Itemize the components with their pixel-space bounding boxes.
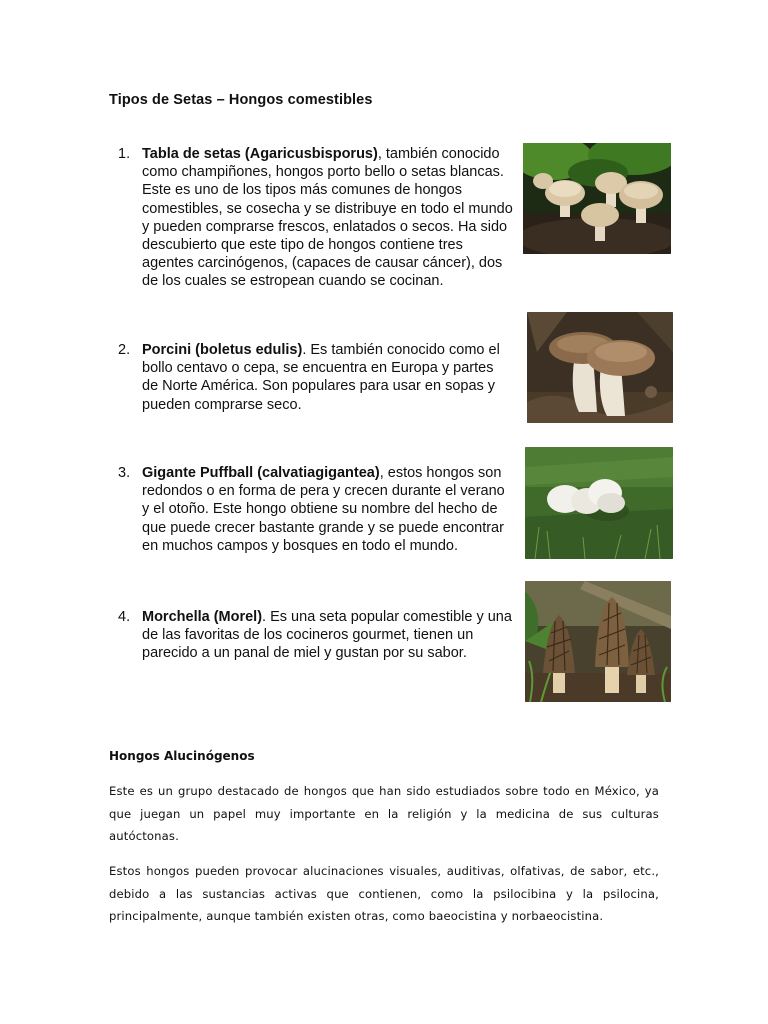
item-number: 2. (118, 342, 131, 358)
puffball-mushroom-photo (525, 447, 673, 559)
list-item-porcini (118, 341, 513, 414)
agaricus-mushroom-photo (523, 143, 671, 254)
list-item-puffball (118, 464, 513, 555)
item-text: estos hongos son redondos o en forma de pera y crecen durante el verano y el otoño. Este hongo obtiene su nombre del hecho de que puede crecer bastante grande y se puede encontrar en muchos campos y bosques en todo el mundo. (142, 465, 505, 554)
paragraph-1: Este es un grupo destacado de hongos que han sido estudiados sobre todo en México, ya que juegan un papel muy importante en la religión y la medicina de sus culturas autóctonas. (109, 784, 659, 843)
item-number: 3. (118, 465, 131, 481)
page-title: Tipos de Setas – Hongos comestibles (109, 92, 373, 108)
item-name: Morchella (Morel) (142, 609, 263, 625)
porcini-mushroom-photo (527, 312, 673, 423)
list-item-morel (118, 608, 513, 663)
item-number: 4. (118, 609, 131, 625)
paragraph-2: Estos hongos pueden provocar alucinaciones visuales, auditivas, olfativas, de sabor, etc., debido a las sustancias activas que contienen, como la psilocibina y la psilocina, principalmente, aunque también existen otras, como baeocistina y norbaeocistina. (109, 864, 659, 923)
item-separator: . (302, 342, 311, 358)
item-separator: , (379, 465, 388, 481)
morel-mushroom-photo (525, 581, 671, 702)
item-name: Porcini (boletus edulis) (142, 342, 303, 358)
item-name: Tabla de setas (Agaricusbisporus) (142, 146, 378, 162)
item-name: Gigante Puffball (calvatiagigantea) (142, 465, 380, 481)
item-text: Es una seta popular comestible y una de las favoritas de los cocineros gourmet, tienen un parecido a un panal de miel y gustan por su sabor. (142, 609, 512, 662)
item-separator: , (377, 146, 386, 162)
section-title: Hongos Alucinógenos (109, 749, 255, 763)
item-separator: . (262, 609, 271, 625)
item-text: Es también conocido como el bollo centavo o cepa, se encuentra en Europa y partes de Norte América. Son populares para usar en sopas y pueden comprarse seco. (142, 342, 500, 413)
item-number: 1. (118, 146, 131, 162)
list-item-agaricus (118, 145, 513, 291)
item-text: también conocido como champiñones, hongos porto bello o setas blancas. Este es uno de los tipos más comunes de hongos comestibles, se cosecha y se distribuye en todo el mundo y pueden comprarse frescos, enlatados o secos. Ha sido descubierto que este tipo de hongos contiene tres agentes carcinógenos, (capaces de causar cáncer), dos de los cuales se estropean cuando se cocinan. (142, 146, 513, 290)
